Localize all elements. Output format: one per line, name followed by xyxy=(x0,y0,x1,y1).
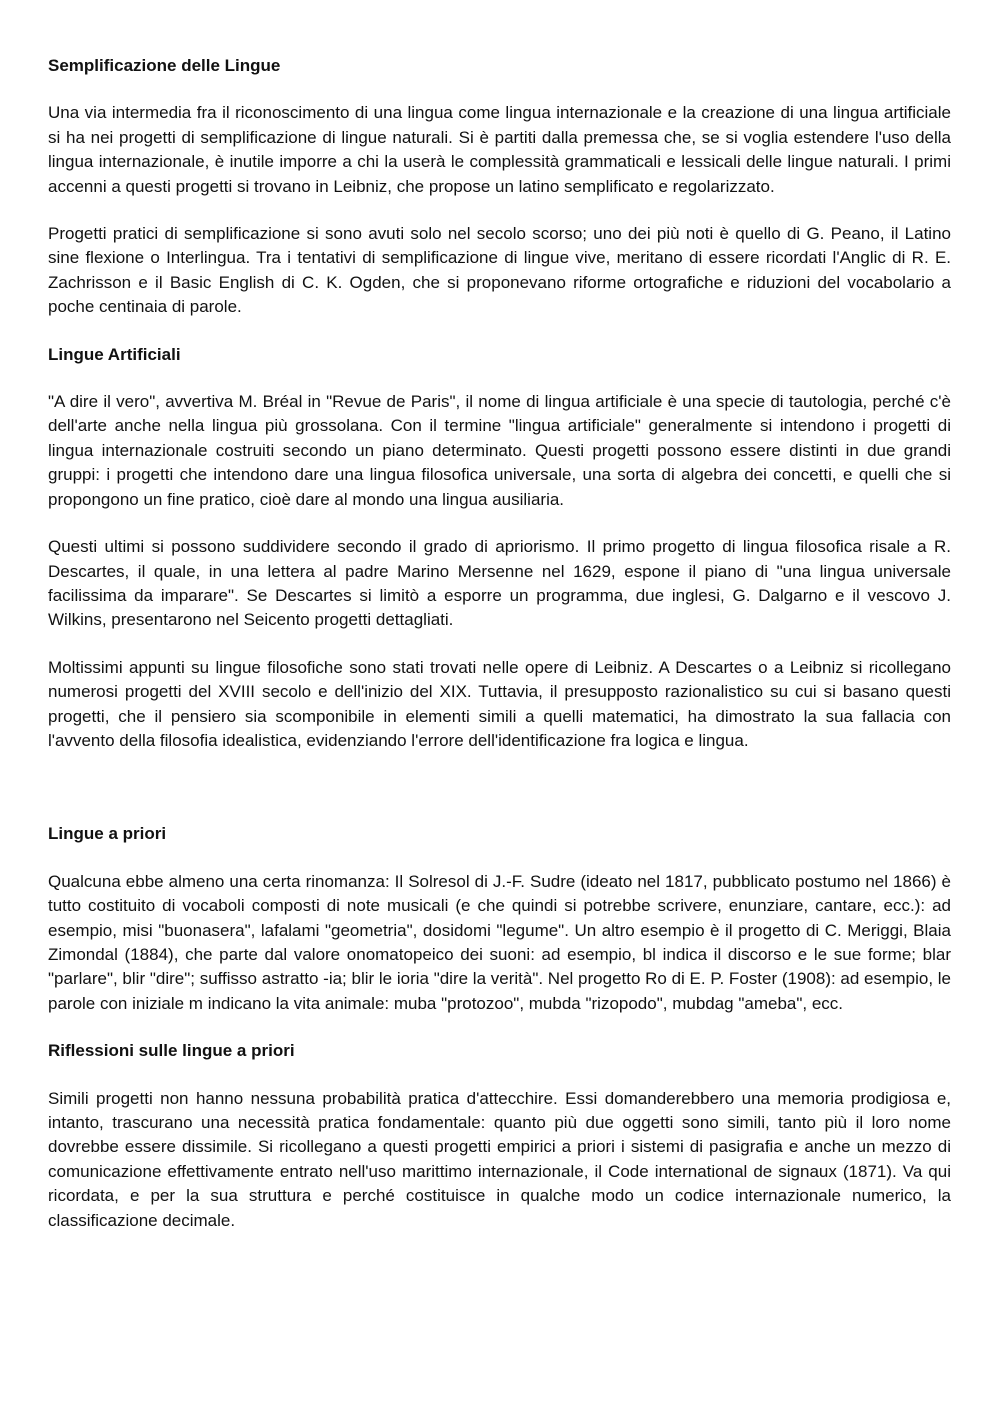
section-spacer xyxy=(48,776,951,822)
paragraph: Moltissimi appunti su lingue filosofiche sono stati trovati nelle opere di Leibniz. A Descartes o a Leibniz si ricollegano numerosi progetti del XVIII secolo e dell'inizio del XIX. Tuttavia, il presupposto razionalistico su cui si basano questi progetti, che il pensiero sia scomponibile in elementi simili a quelli matematici, ha dimostrato la sua fallacia con l'avvento della filosofia idealistica, evidenziando l'errore dell'identificazione fra logica e lingua. xyxy=(48,657,951,750)
paragraph: Simili progetti non hanno nessuna probabilità pratica d'attecchire. Essi domanderebbero una memoria prodigiosa e, intanto, trascurano una necessità pratica fondamentale: quanto più due oggetti sono simili, tanto più il loro nome dovrebbe essere dissimile. Si ricollegano a questi progetti empirici a priori i sistemi di pasigrafia e anche un mezzo di comunicazione effettivamente entrato nell'uso marittimo internazionale, il Code international de signaux (1871). Va qui ricordata, e per la sua struttura e perché costituisce in qualche modo un codice internazionale numerico, la classificazione decimale. xyxy=(48,1088,951,1230)
document-page xyxy=(48,54,951,1256)
section-heading-lingue-a-priori: Lingue a priori xyxy=(48,824,167,844)
paragraph: Questi ultimi si possono suddividere secondo il grado di apriorismo. Il primo progetto di lingua filosofica risale a R. Descartes, il quale, in una lettera al padre Marino Mersenne nel 1629, espone il piano di "una lingua universale facilissima da imparare". Se Descartes si limitò a esporre un programma, due inglesi, G. Dalgarno e il vescovo J. Wilkins, presentarono nel Seicento progetti dettagliati. xyxy=(48,537,951,630)
section-heading-semplificazione: Semplificazione delle Lingue xyxy=(48,56,281,75)
section-heading-lingue-artificiali: Lingue Artificiali xyxy=(48,344,181,364)
section-heading-riflessioni: Riflessioni sulle lingue a priori xyxy=(48,1041,295,1061)
paragraph: Progetti pratici di semplificazione si sono avuti solo nel secolo scorso; uno dei più noti è quello di G. Peano, il Latino sine flexione o Interlingua. Tra i tentativi di semplificazione di lingue vive, meritano di essere ricordati l'Anglic di R. E. Zachrisson e il Basic English di C. K. Ogden, che si proponevano riforme ortografiche e riduzioni del vocabolario a poche centinaia di parole. xyxy=(48,224,951,317)
paragraph: Una via intermedia fra il riconoscimento di una lingua come lingua internazionale e la creazione di una lingua artificiale si ha nei progetti di semplificazione di lingue naturali. Si è partiti dalla premessa che, se si voglia estendere l'uso della lingua internazionale, è inutile imporre a chi la userà le complessità grammaticali e lessicali delle lingue naturali. I primi accenni a questi progetti si trovano in Leibniz, che propose un latino semplificato e regolarizzato. xyxy=(48,103,951,196)
paragraph: "A dire il vero", avvertiva M. Bréal in "Revue de Paris", il nome di lingua artificiale è una specie di tautologia, perché c'è dell'arte anche nella lingua più grossolana. Con il termine "lingua artificiale" generalmente si intendono i progetti di lingua internazionale costruiti secondo un piano determinato. Questi progetti possono essere distinti in due grandi gruppi: i progetti che intendono dare una lingua filosofica universale, una sorta di algebra dei concetti, e quelli che si propongono un fine pratico, cioè dare al mondo una lingua ausiliaria. xyxy=(48,392,951,509)
paragraph: Qualcuna ebbe almeno una certa rinomanza: Il Solresol di J.-F. Sudre (ideato nel 1817, pubblicato postumo nel 1866) è tutto costituito di vocaboli composti di note musicali (e che quindi si potrebbe scrivere, enunziare, cantare, ecc.): ad esempio, misi "buonasera", lafalami "geometria", dosidomi "legume". Un altro esempio è il progetto di C. Meriggi, Blaia Zimondal (1884), che parte dal valore onomatopeico dei suoni: ad esempio, bl indica il discorso e le sue forme; blar "parlare", blir "dire"; suffisso astratto -ia; blir le ioria "dire la verità". Nel progetto Ro di E. P. Foster (1908): ad esempio, le parole con iniziale m indicano la vita animale: muba "protozoo", mubda "rizopodo", mubdag "ameba", ecc. xyxy=(48,871,951,1013)
